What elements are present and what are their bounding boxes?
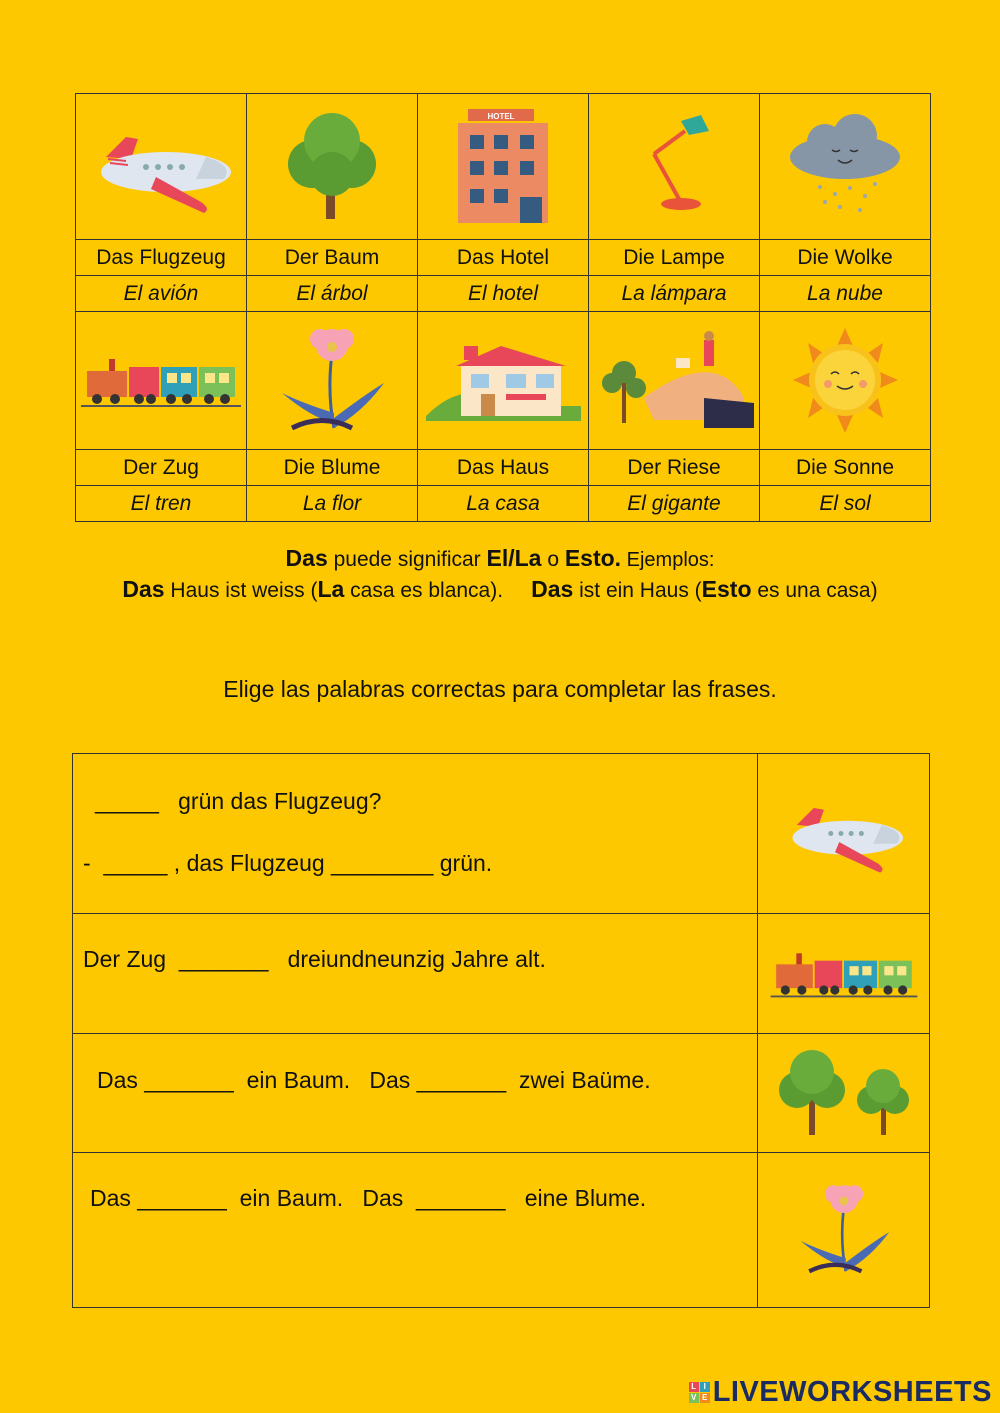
exercise-2-picture — [758, 914, 930, 1034]
note-esto: Esto. — [564, 545, 622, 571]
exercise-3 — [73, 1034, 758, 1153]
note-das: Das — [531, 576, 574, 602]
vocab-word-es: El gigante — [589, 486, 760, 522]
note-das: Das — [122, 576, 165, 602]
logo-mark-icon: L I V E — [689, 1382, 710, 1403]
vocab-word-de: Der Baum — [247, 240, 418, 276]
note-text: puede significar — [327, 548, 487, 571]
grammar-note-line2 — [0, 576, 1000, 603]
note-text: casa es blanca). — [344, 579, 504, 602]
exercise-table — [72, 753, 930, 1308]
vocab-word-de: Die Wolke — [760, 240, 931, 276]
hotel-icon — [448, 107, 558, 227]
note-text: es una casa) — [751, 579, 878, 602]
exercise-1 — [73, 754, 758, 914]
note-esto: Esto — [701, 576, 752, 602]
note-text: ist ein Haus ( — [573, 579, 702, 602]
vocab-word-de: Die Blume — [247, 450, 418, 486]
lamp-icon — [619, 109, 729, 224]
vocab-cell-cloud — [760, 94, 931, 240]
vocab-cell-lamp — [589, 94, 760, 240]
vocab-word-de: Die Lampe — [589, 240, 760, 276]
house-icon — [426, 336, 581, 426]
sun-icon — [783, 328, 908, 433]
vocab-word-es: El avión — [76, 276, 247, 312]
exercise-1-answer[interactable]: - _____ , das Flugzeug ________ grün. — [83, 850, 493, 876]
vocab-word-es: El hotel — [418, 276, 589, 312]
note-text: Haus ist weiss ( — [164, 579, 318, 602]
vocab-cell-airplane — [76, 94, 247, 240]
train-icon — [764, 946, 924, 1001]
instruction: Elige las palabras correctas para completar las frases. — [223, 676, 777, 702]
note-examples-label: Ejemplos: — [621, 549, 715, 571]
train-icon — [81, 351, 241, 411]
vocab-word-es: La lámpara — [589, 276, 760, 312]
vocab-word-de: Der Zug — [76, 450, 247, 486]
logo-text: LIVEWORKSHEETS — [712, 1376, 992, 1408]
exercise-1-question[interactable]: _____ grün das Flugzeug? — [95, 788, 382, 814]
vocab-word-de: Das Haus — [418, 450, 589, 486]
exercise-4 — [73, 1153, 758, 1308]
vocab-cell-hotel — [418, 94, 589, 240]
vocab-word-de: Das Hotel — [418, 240, 589, 276]
flower-icon — [789, 1180, 899, 1280]
note-text: o — [541, 548, 565, 571]
vocab-word-de: Die Sonne — [760, 450, 931, 486]
note-das: Das — [285, 545, 328, 571]
trees-icon — [769, 1048, 919, 1138]
vocab-cell-house — [418, 312, 589, 450]
airplane-icon — [86, 117, 236, 217]
vocab-cell-train — [76, 312, 247, 450]
vocabulary-table — [75, 93, 931, 522]
vocab-word-es: La casa — [418, 486, 589, 522]
liveworksheets-logo — [689, 1376, 992, 1409]
airplane-icon — [776, 791, 911, 876]
vocab-word-de: Der Riese — [589, 450, 760, 486]
flower-icon — [272, 323, 392, 438]
vocab-word-de: Das Flugzeug — [76, 240, 247, 276]
note-el-la: El/La — [486, 545, 542, 571]
exercise-4-picture — [758, 1153, 930, 1308]
tree-icon — [272, 109, 392, 224]
cloud-icon — [780, 112, 910, 222]
note-la: La — [317, 576, 345, 602]
vocab-cell-giant — [589, 312, 760, 450]
vocab-cell-sun — [760, 312, 931, 450]
vocab-cell-tree — [247, 94, 418, 240]
exercise-4-sentence[interactable]: Das _______ ein Baum. Das _______ eine Blume. — [90, 1185, 647, 1211]
exercise-2 — [73, 914, 758, 1034]
exercise-2-sentence[interactable]: Der Zug _______ dreiundneunzig Jahre alt. — [83, 946, 546, 972]
giant-icon — [594, 328, 754, 433]
vocab-word-es: El árbol — [247, 276, 418, 312]
exercise-3-sentence[interactable]: Das _______ ein Baum. Das _______ zwei Baüme. — [97, 1067, 651, 1093]
exercise-1-picture — [758, 754, 930, 914]
vocab-word-es: La flor — [247, 486, 418, 522]
vocab-word-es: El tren — [76, 486, 247, 522]
vocab-cell-flower — [247, 312, 418, 450]
grammar-note-line1 — [0, 545, 1000, 572]
svg-text:HOTEL: HOTEL — [487, 111, 515, 121]
vocab-word-es: La nube — [760, 276, 931, 312]
exercise-3-picture — [758, 1034, 930, 1153]
vocab-word-es: El sol — [760, 486, 931, 522]
